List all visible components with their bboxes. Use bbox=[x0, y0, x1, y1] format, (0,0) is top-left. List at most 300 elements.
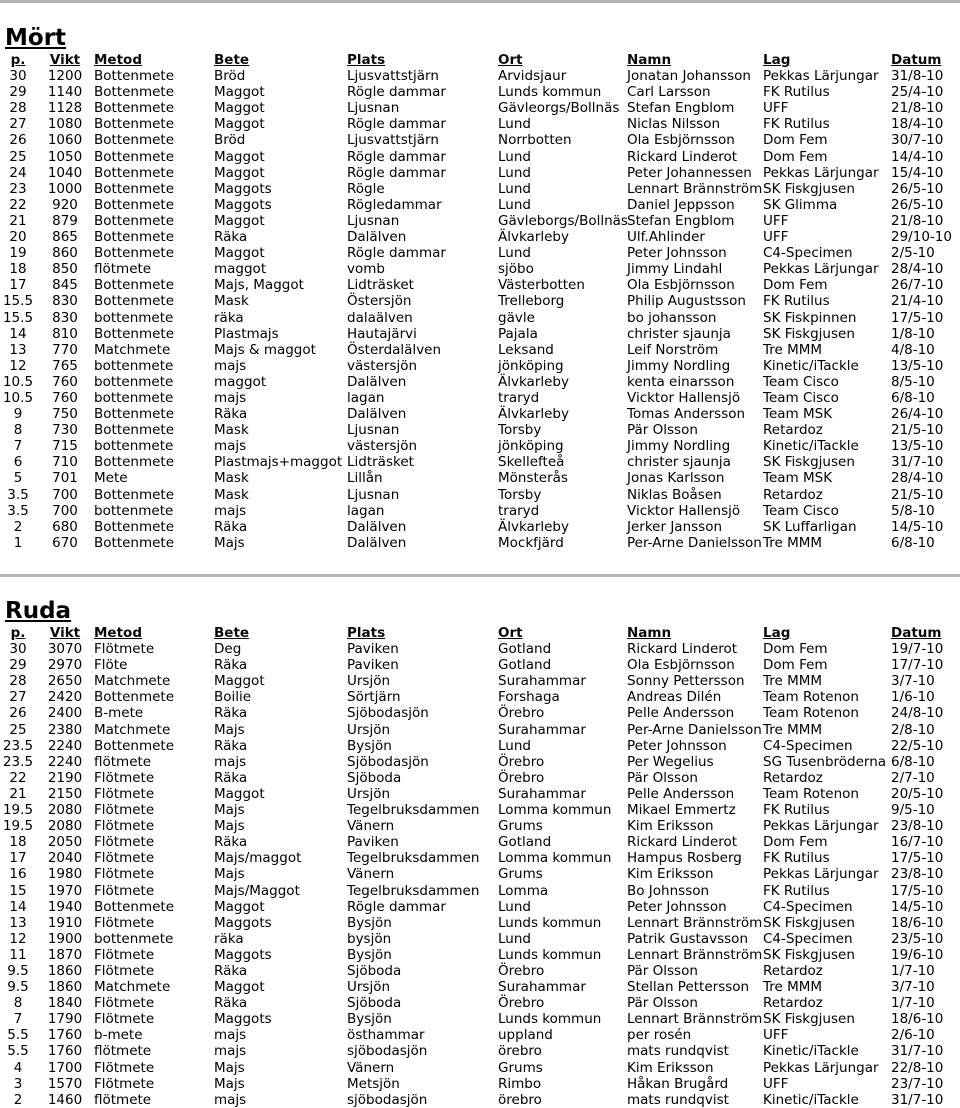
bait-cell: Maggot bbox=[214, 979, 265, 996]
table-row bbox=[0, 1060, 960, 1076]
town-cell: Lund bbox=[498, 180, 531, 197]
method-cell: bottenmete bbox=[94, 930, 174, 947]
place-cell: 25 bbox=[9, 148, 27, 165]
place-cell: 28 bbox=[9, 673, 27, 690]
name-cell: Niklas Boåsen bbox=[627, 486, 722, 503]
bait-cell: Plastmajs bbox=[214, 325, 279, 342]
town-cell: Gävleborgs/Bollnäs bbox=[498, 212, 628, 229]
column-header-bait: Bete bbox=[214, 52, 250, 68]
date-cell: 21/5-10 bbox=[891, 486, 944, 503]
name-cell: mats rundqvist bbox=[627, 1091, 729, 1108]
name-cell: Pär Olsson bbox=[627, 769, 698, 786]
location-cell: Dalälven bbox=[347, 406, 407, 423]
date-cell: 28/4-10 bbox=[891, 261, 944, 278]
table-row bbox=[0, 487, 960, 503]
location-cell: Rögle dammar bbox=[347, 245, 446, 262]
name-cell: Lennart Brännström bbox=[627, 1011, 763, 1028]
team-cell: Team Cisco bbox=[763, 502, 839, 519]
weight-cell: 1570 bbox=[47, 1075, 83, 1092]
method-cell: Flötmete bbox=[94, 946, 155, 963]
table-row bbox=[0, 438, 960, 454]
method-cell: Matchmete bbox=[94, 979, 171, 996]
section-title-mort: Mört bbox=[5, 25, 67, 51]
place-cell: 11 bbox=[9, 946, 27, 963]
method-cell: Bottenmete bbox=[94, 898, 175, 915]
bait-cell: räka bbox=[214, 930, 244, 947]
table-row bbox=[0, 406, 960, 422]
table-row bbox=[0, 834, 960, 850]
team-cell: C4-Specimen bbox=[763, 930, 853, 947]
town-cell: Surahammar bbox=[498, 785, 586, 802]
table-row bbox=[0, 422, 960, 438]
team-cell: SK Fiskgjusen bbox=[763, 180, 855, 197]
method-cell: Bottenmete bbox=[94, 277, 175, 294]
method-cell: Flötmete bbox=[94, 866, 155, 883]
team-cell: FK Rutilus bbox=[763, 802, 830, 819]
town-cell: Leksand bbox=[498, 341, 554, 358]
weight-cell: 1860 bbox=[47, 962, 83, 979]
team-cell: Tre MMM bbox=[763, 534, 823, 551]
table-row bbox=[0, 931, 960, 947]
town-cell: Torsby bbox=[498, 422, 542, 439]
name-cell: Stellan Pettersson bbox=[627, 979, 750, 996]
team-cell: Retardoz bbox=[763, 769, 823, 786]
weight-cell: 1760 bbox=[47, 1027, 83, 1044]
date-cell: 14/4-10 bbox=[891, 148, 944, 165]
team-cell: Retardoz bbox=[763, 995, 823, 1012]
table-row bbox=[0, 850, 960, 866]
table-row bbox=[0, 197, 960, 213]
weight-cell: 760 bbox=[52, 373, 78, 390]
weight-cell: 670 bbox=[52, 534, 78, 551]
method-cell: Matchmete bbox=[94, 721, 171, 738]
method-cell: Flöte bbox=[94, 657, 128, 674]
date-cell: 26/7-10 bbox=[891, 277, 944, 294]
town-cell: Örebro bbox=[498, 962, 545, 979]
place-cell: 18 bbox=[9, 834, 27, 851]
name-cell: Kim Eriksson bbox=[627, 866, 714, 883]
method-cell: Matchmete bbox=[94, 341, 171, 358]
town-cell: sjöbo bbox=[498, 261, 534, 278]
weight-cell: 1128 bbox=[47, 100, 83, 117]
location-cell: dalaälven bbox=[347, 309, 413, 326]
date-cell: 2/6-10 bbox=[891, 1027, 935, 1044]
bait-cell: majs bbox=[214, 389, 247, 406]
bait-cell: Majs bbox=[214, 818, 245, 835]
date-cell: 31/7-10 bbox=[891, 454, 944, 471]
town-cell: Mockfjärd bbox=[498, 534, 564, 551]
town-cell: traryd bbox=[498, 389, 540, 406]
date-cell: 22/5-10 bbox=[891, 737, 944, 754]
method-cell: Flötmete bbox=[94, 1059, 155, 1076]
weight-cell: 1870 bbox=[47, 946, 83, 963]
method-cell: bottenmete bbox=[94, 389, 174, 406]
location-cell: Ljusvattstjärn bbox=[347, 68, 439, 85]
team-cell: Retardoz bbox=[763, 962, 823, 979]
method-cell: Bottenmete bbox=[94, 245, 175, 262]
place-cell: 27 bbox=[9, 689, 27, 706]
date-cell: 6/8-10 bbox=[891, 753, 935, 770]
place-cell: 2 bbox=[13, 518, 23, 535]
table-row bbox=[0, 915, 960, 931]
method-cell: Flötmete bbox=[94, 850, 155, 867]
column-header-weight: Vikt bbox=[49, 52, 81, 68]
table-row bbox=[0, 100, 960, 116]
bait-cell: Boilie bbox=[214, 689, 252, 706]
town-cell: örebro bbox=[498, 1043, 542, 1060]
name-cell: Vicktor Hallensjö bbox=[627, 502, 741, 519]
date-cell: 31/7-10 bbox=[891, 1043, 944, 1060]
method-cell: bottenmete bbox=[94, 357, 174, 374]
location-cell: Vänern bbox=[347, 818, 395, 835]
name-cell: Tomas Andersson bbox=[627, 406, 746, 423]
method-cell: Flötmete bbox=[94, 802, 155, 819]
town-cell: Grums bbox=[498, 866, 543, 883]
method-cell: b-mete bbox=[94, 1027, 143, 1044]
place-cell: 22 bbox=[9, 196, 27, 213]
date-cell: 8/5-10 bbox=[891, 373, 935, 390]
table-row bbox=[0, 689, 960, 705]
name-cell: Jonatan Johansson bbox=[627, 68, 751, 85]
column-header-date: Datum bbox=[891, 625, 942, 641]
team-cell: SK Fiskgjusen bbox=[763, 914, 855, 931]
weight-cell: 700 bbox=[52, 486, 78, 503]
location-cell: Paviken bbox=[347, 834, 399, 851]
place-cell: 3.5 bbox=[7, 486, 29, 503]
location-cell: Ursjön bbox=[347, 979, 391, 996]
team-cell: Dom Fem bbox=[763, 277, 828, 294]
weight-cell: 1970 bbox=[47, 882, 83, 899]
date-cell: 17/5-10 bbox=[891, 309, 944, 326]
team-cell: UFF bbox=[763, 100, 789, 117]
bait-cell: majs bbox=[214, 1091, 247, 1108]
team-cell: SK Fiskgjusen bbox=[763, 1011, 855, 1028]
place-cell: 15 bbox=[9, 882, 27, 899]
place-cell: 19 bbox=[9, 245, 27, 262]
name-cell: bo johansson bbox=[627, 309, 717, 326]
place-cell: 9.5 bbox=[7, 979, 29, 996]
town-cell: Gotland bbox=[498, 834, 552, 851]
table-row bbox=[0, 754, 960, 770]
method-cell: Bottenmete bbox=[94, 293, 175, 310]
team-cell: SK Fiskpinnen bbox=[763, 309, 857, 326]
table-row bbox=[0, 1076, 960, 1092]
place-cell: 16 bbox=[9, 866, 27, 883]
table-row bbox=[0, 84, 960, 100]
method-cell: bottenmete bbox=[94, 373, 174, 390]
bait-cell: Maggots bbox=[214, 1011, 272, 1028]
town-cell: traryd bbox=[498, 502, 540, 519]
method-cell: Flötmete bbox=[94, 818, 155, 835]
bait-cell: Mask bbox=[214, 293, 249, 310]
name-cell: Rickard Linderot bbox=[627, 834, 738, 851]
team-cell: C4-Specimen bbox=[763, 245, 853, 262]
town-cell: Lomma bbox=[498, 882, 549, 899]
name-cell: Ola Esbjörnsson bbox=[627, 132, 735, 149]
date-cell: 16/7-10 bbox=[891, 834, 944, 851]
date-cell: 1/7-10 bbox=[891, 995, 935, 1012]
weight-cell: 1980 bbox=[47, 866, 83, 883]
bait-cell: Majs bbox=[214, 802, 245, 819]
name-cell: Jimmy Nordling bbox=[627, 357, 731, 374]
weight-cell: 1000 bbox=[47, 180, 83, 197]
name-cell: Pelle Andersson bbox=[627, 705, 735, 722]
name-cell: Pär Olsson bbox=[627, 995, 698, 1012]
weight-cell: 1140 bbox=[47, 84, 83, 101]
name-cell: Peter Johnsson bbox=[627, 737, 727, 754]
weight-cell: 700 bbox=[52, 502, 78, 519]
team-cell: C4-Specimen bbox=[763, 898, 853, 915]
bait-cell: Majs/Maggot bbox=[214, 882, 300, 899]
team-cell: Team Rotenon bbox=[763, 689, 859, 706]
bait-cell: Majs bbox=[214, 534, 245, 551]
table-row bbox=[0, 181, 960, 197]
method-cell: Flötmete bbox=[94, 995, 155, 1012]
location-cell: Paviken bbox=[347, 657, 399, 674]
weight-cell: 1940 bbox=[47, 898, 83, 915]
date-cell: 25/4-10 bbox=[891, 84, 944, 101]
place-cell: 21 bbox=[9, 785, 27, 802]
bait-cell: Maggot bbox=[214, 245, 265, 262]
location-cell: Sörtjärn bbox=[347, 689, 401, 706]
weight-cell: 2650 bbox=[47, 673, 83, 690]
town-cell: Mönsterås bbox=[498, 470, 568, 487]
name-cell: Vicktor Hallensjö bbox=[627, 389, 741, 406]
date-cell: 31/7-10 bbox=[891, 1091, 944, 1108]
date-cell: 13/5-10 bbox=[891, 438, 944, 455]
name-cell: kenta einarsson bbox=[627, 373, 735, 390]
town-cell: Surahammar bbox=[498, 979, 586, 996]
place-cell: 24 bbox=[9, 164, 27, 181]
header-row bbox=[0, 625, 960, 641]
bait-cell: Maggot bbox=[214, 673, 265, 690]
table-row bbox=[0, 657, 960, 673]
place-cell: 30 bbox=[9, 641, 27, 658]
bait-cell: Räka bbox=[214, 657, 248, 674]
table-row bbox=[0, 390, 960, 406]
table-row bbox=[0, 899, 960, 915]
column-header-location: Plats bbox=[347, 625, 386, 641]
table-row bbox=[0, 673, 960, 689]
method-cell: Mete bbox=[94, 470, 128, 487]
name-cell: Lennart Brännström bbox=[627, 946, 763, 963]
table-row bbox=[0, 535, 960, 551]
table-row bbox=[0, 802, 960, 818]
town-cell: Älvkarleby bbox=[498, 373, 569, 390]
date-cell: 1/7-10 bbox=[891, 962, 935, 979]
team-cell: SK Fiskgjusen bbox=[763, 946, 855, 963]
table-row bbox=[0, 963, 960, 979]
method-cell: bottenmete bbox=[94, 438, 174, 455]
method-cell: Bottenmete bbox=[94, 196, 175, 213]
weight-cell: 1700 bbox=[47, 1059, 83, 1076]
table-row bbox=[0, 68, 960, 84]
method-cell: Bottenmete bbox=[94, 132, 175, 149]
bait-cell: Majs/maggot bbox=[214, 850, 302, 867]
method-cell: bottenmete bbox=[94, 309, 174, 326]
column-header-name: Namn bbox=[627, 625, 672, 641]
method-cell: flötmete bbox=[94, 753, 152, 770]
weight-cell: 3070 bbox=[47, 641, 83, 658]
bait-cell: Räka bbox=[214, 962, 248, 979]
weight-cell: 2240 bbox=[47, 753, 83, 770]
place-cell: 10.5 bbox=[2, 373, 34, 390]
team-cell: UFF bbox=[763, 212, 789, 229]
bait-cell: Maggots bbox=[214, 196, 272, 213]
place-cell: 5.5 bbox=[7, 1043, 29, 1060]
team-cell: Tre MMM bbox=[763, 341, 823, 358]
weight-cell: 2050 bbox=[47, 834, 83, 851]
town-cell: Lunds kommun bbox=[498, 946, 602, 963]
name-cell: Peter Johnsson bbox=[627, 245, 727, 262]
location-cell: Bysjön bbox=[347, 914, 392, 931]
method-cell: Flötmete bbox=[94, 834, 155, 851]
table-row bbox=[0, 995, 960, 1011]
place-cell: 8 bbox=[13, 422, 23, 439]
location-cell: Rögle dammar bbox=[347, 84, 446, 101]
weight-cell: 1200 bbox=[47, 68, 83, 85]
bait-cell: Maggot bbox=[214, 785, 265, 802]
section-divider bbox=[0, 574, 960, 577]
method-cell: Bottenmete bbox=[94, 68, 175, 85]
location-cell: sjöbodasjön bbox=[347, 1091, 428, 1108]
weight-cell: 810 bbox=[52, 325, 78, 342]
location-cell: Lidträsket bbox=[347, 277, 414, 294]
method-cell: Bottenmete bbox=[94, 116, 175, 133]
date-cell: 2/7-10 bbox=[891, 769, 935, 786]
place-cell: 5 bbox=[13, 470, 23, 487]
team-cell: Tre MMM bbox=[763, 673, 823, 690]
table-row bbox=[0, 722, 960, 738]
location-cell: västersjön bbox=[347, 438, 418, 455]
table-row bbox=[0, 503, 960, 519]
date-cell: 31/8-10 bbox=[891, 68, 944, 85]
weight-cell: 1050 bbox=[47, 148, 83, 165]
method-cell: Flötmete bbox=[94, 641, 155, 658]
place-cell: 22 bbox=[9, 769, 27, 786]
team-cell: Team MSK bbox=[763, 470, 833, 487]
table-row bbox=[0, 374, 960, 390]
column-header-date: Datum bbox=[891, 52, 942, 68]
team-cell: Retardoz bbox=[763, 422, 823, 439]
table-row bbox=[0, 705, 960, 721]
table-row bbox=[0, 979, 960, 995]
name-cell: Kim Eriksson bbox=[627, 1059, 714, 1076]
bait-cell: Räka bbox=[214, 769, 248, 786]
name-cell: Patrik Gustavsson bbox=[627, 930, 748, 947]
location-cell: Bysjön bbox=[347, 946, 392, 963]
team-cell: SK Glimma bbox=[763, 196, 838, 213]
name-cell: Stefan Engblom bbox=[627, 212, 735, 229]
method-cell: Bottenmete bbox=[94, 534, 175, 551]
town-cell: Lund bbox=[498, 148, 531, 165]
column-header-place: p. bbox=[10, 625, 26, 641]
town-cell: Örebro bbox=[498, 995, 545, 1012]
bait-cell: Räka bbox=[214, 705, 248, 722]
town-cell: Lund bbox=[498, 116, 531, 133]
place-cell: 6 bbox=[13, 454, 23, 471]
location-cell: Sjöboda bbox=[347, 962, 402, 979]
name-cell: Sonny Pettersson bbox=[627, 673, 745, 690]
column-header-weight: Vikt bbox=[49, 625, 81, 641]
method-cell: Bottenmete bbox=[94, 325, 175, 342]
place-cell: 3.5 bbox=[7, 502, 29, 519]
table-row bbox=[0, 1043, 960, 1059]
date-cell: 17/5-10 bbox=[891, 850, 944, 867]
table-row bbox=[0, 165, 960, 181]
column-header-method: Metod bbox=[94, 52, 142, 68]
table-row bbox=[0, 310, 960, 326]
place-cell: 4 bbox=[13, 1059, 23, 1076]
place-cell: 14 bbox=[9, 325, 27, 342]
team-cell: UFF bbox=[763, 1027, 789, 1044]
bait-cell: Majs bbox=[214, 1059, 245, 1076]
team-cell: SG Tusenbröderna bbox=[763, 753, 887, 770]
table-row bbox=[0, 470, 960, 486]
table-row bbox=[0, 342, 960, 358]
bait-cell: Maggots bbox=[214, 914, 272, 931]
place-cell: 19.5 bbox=[2, 802, 34, 819]
town-cell: Örebro bbox=[498, 705, 545, 722]
location-cell: Rögle bbox=[347, 180, 385, 197]
table-row bbox=[0, 947, 960, 963]
town-cell: örebro bbox=[498, 1091, 542, 1108]
location-cell: Lidträsket bbox=[347, 454, 414, 471]
team-cell: Dom Fem bbox=[763, 132, 828, 149]
table-row bbox=[0, 229, 960, 245]
date-cell: 6/8-10 bbox=[891, 534, 935, 551]
place-cell: 17 bbox=[9, 277, 27, 294]
place-cell: 18 bbox=[9, 261, 27, 278]
weight-cell: 2040 bbox=[47, 850, 83, 867]
location-cell: Vänern bbox=[347, 866, 395, 883]
place-cell: 9.5 bbox=[7, 962, 29, 979]
column-header-place: p. bbox=[10, 52, 26, 68]
table-row bbox=[0, 818, 960, 834]
date-cell: 21/4-10 bbox=[891, 293, 944, 310]
weight-cell: 680 bbox=[52, 518, 78, 535]
weight-cell: 1840 bbox=[47, 995, 83, 1012]
place-cell: 17 bbox=[9, 850, 27, 867]
weight-cell: 730 bbox=[52, 422, 78, 439]
town-cell: Gotland bbox=[498, 641, 552, 658]
bait-cell: Räka bbox=[214, 737, 248, 754]
method-cell: Bottenmete bbox=[94, 212, 175, 229]
location-cell: Sjöboda bbox=[347, 769, 402, 786]
team-cell: Pekkas Lärjungar bbox=[763, 164, 879, 181]
section-ruda bbox=[0, 597, 960, 1108]
team-cell: Kinetic/iTackle bbox=[763, 438, 859, 455]
location-cell: Rögledammar bbox=[347, 196, 442, 213]
bait-cell: majs bbox=[214, 357, 247, 374]
location-cell: Dalälven bbox=[347, 534, 407, 551]
table-row bbox=[0, 1027, 960, 1043]
date-cell: 26/5-10 bbox=[891, 180, 944, 197]
method-cell: Bottenmete bbox=[94, 229, 175, 246]
town-cell: Lund bbox=[498, 898, 531, 915]
column-header-bait: Bete bbox=[214, 625, 250, 641]
method-cell: Flötmete bbox=[94, 1075, 155, 1092]
method-cell: Bottenmete bbox=[94, 406, 175, 423]
bait-cell: Maggot bbox=[214, 164, 265, 181]
table-row bbox=[0, 245, 960, 261]
bait-cell: Mask bbox=[214, 470, 249, 487]
town-cell: Gotland bbox=[498, 657, 552, 674]
team-cell: Pekkas Lärjungar bbox=[763, 818, 879, 835]
date-cell: 1/8-10 bbox=[891, 325, 935, 342]
team-cell: FK Rutilus bbox=[763, 882, 830, 899]
town-cell: Lund bbox=[498, 245, 531, 262]
